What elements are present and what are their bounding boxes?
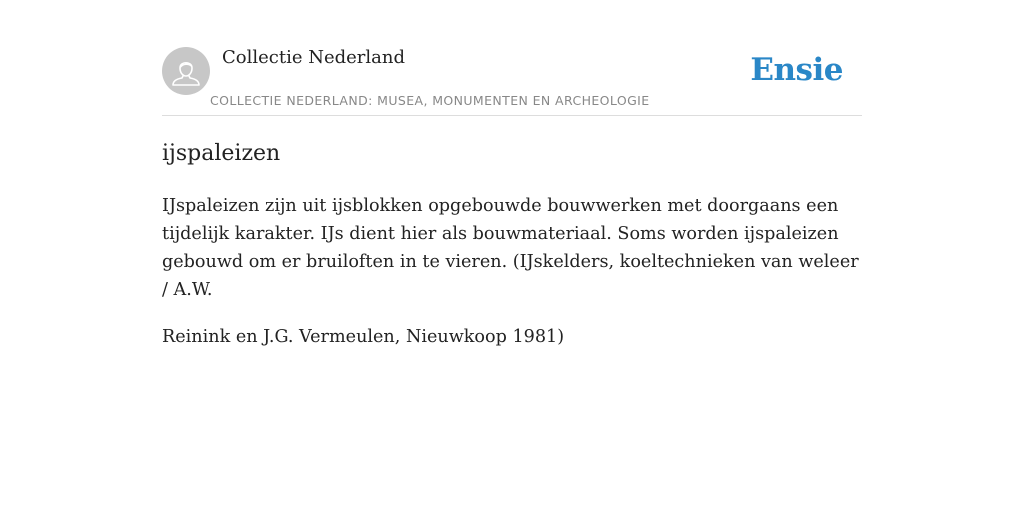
body-paragraph: Reinink en J.G. Vermeulen, Nieuwkoop 1981) bbox=[162, 327, 565, 347]
entry-body bbox=[162, 192, 862, 370]
body-paragraph: IJspaleizen zijn uit ijsblokken opgebouwde bouwwerken met doorgaans een tijdelijk karakter. IJs dient hier als bouwmateriaal. Soms worden ijspaleizen gebouwd om er bruiloften in te vieren. (IJskelders, koeltechnieken van weleer / A.W. bbox=[162, 196, 859, 300]
ensie-logo[interactable]: Ensie bbox=[750, 52, 843, 88]
user-silhouette-icon bbox=[162, 47, 210, 95]
entry-header bbox=[162, 0, 862, 116]
entry-card bbox=[162, 0, 862, 512]
author-name[interactable]: Collectie Nederland bbox=[222, 47, 406, 68]
entry-title: ijspaleizen bbox=[162, 141, 281, 166]
author-avatar[interactable] bbox=[162, 47, 210, 95]
source-label[interactable]: COLLECTIE NEDERLAND: MUSEA, MONUMENTEN EN ARCHEOLOGIE bbox=[210, 93, 650, 108]
